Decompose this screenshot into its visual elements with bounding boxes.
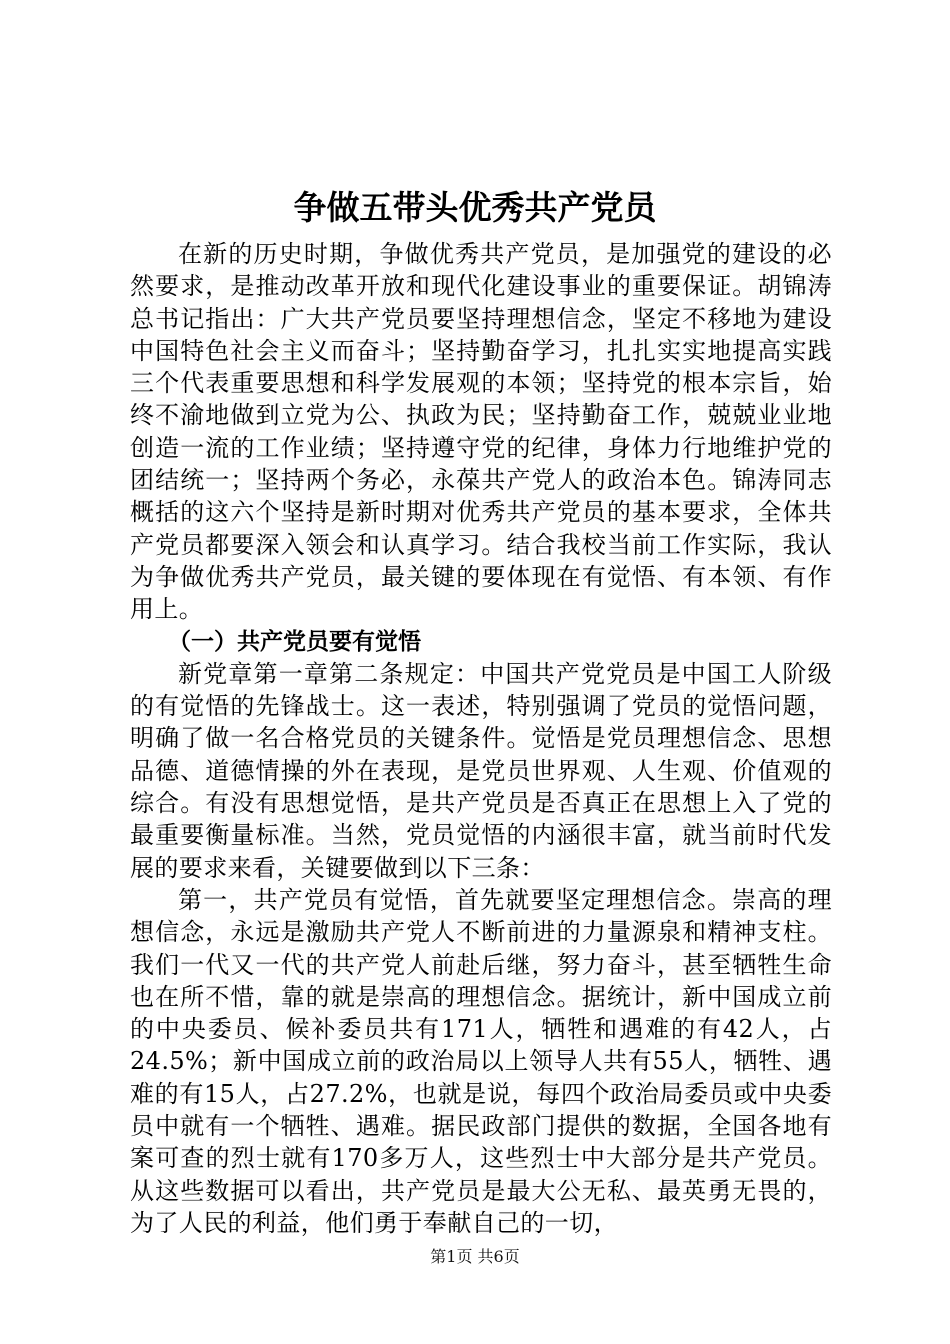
section-heading: （一）共产党员要有觉悟 [168,628,421,655]
intro-paragraph: 在新的历史时期，争做优秀共产党员，是加强党的建设的必然要求，是推动改革开放和现代化建设事业的重要保证。胡锦涛总书记指出：广大共产党员要坚持理想信念，坚定不移地为建设中国特色社会主义而奋斗；坚持勤奋学习，扎扎实实地提高实践三个代表重要思想和科学发展观的本领；坚持党的根本宗旨，始终不渝地做到立党为公、执政为民；坚持勤奋工作，兢兢业业地创造一流的工作业绩；坚持遵守党的纪律，身体力行地维护党的团结统一；坚持两个务必，永葆共产党人的政治本色。锦涛同志概括的这六个坚持是新时期对优秀共产党员的基本要求，全体共产党员都要深入领会和认真学习。结合我校当前工作实际，我认为争做优秀共产党员，最关键的要体现在有觉悟、有本领、有作用上。 [130,240,832,624]
document-body [130,238,832,1239]
document-title: 争做五带头优秀共产党员 [293,188,657,227]
section-paragraph-1: 新党章第一章第二条规定：中国共产党党员是中国工人阶级的有觉悟的先锋战士。这一表述，特别强调了党员的觉悟问题，明确了做一名合格党员的关键条件。觉悟是党员理想信念、思想品德、道德情操的外在表现，是党员世界观、人生观、价值观的综合。有没有思想觉悟，是共产党员是否真正在思想上入了党的最重要衡量标准。当然，党员觉悟的内涵很丰富，就当前时代发展的要求来看，关键要做到以下三条： [130,659,832,882]
page-footer: 第1页 共6页 [430,1247,520,1266]
section-paragraph-2: 第一，共产党员有觉悟，首先就要坚定理想信念。崇高的理想信念，永远是激励共产党人不断前进的力量源泉和精神支柱。我们一代又一代的共产党人前赴后继，努力奋斗，甚至牺牲生命也在所不惜，靠的就是崇高的理想信念。据统计，新中国成立前的中央委员、候补委员共有171人，牺牲和遇难的有42人，占24.5%；新中国成立前的政治局以上领导人共有55人，牺牲、遇难的有15人，占27.2%，也就是说，每四个政治局委员或中央委员中就有一个牺牲、遇难。据民政部门提供的数据，全国各地有案可查的烈士就有170多万人，这些烈士中大部分是共产党员。从这些数据可以看出，共产党员是最大公无私、最英勇无畏的，为了人民的利益，他们勇于奉献自己的一切， [130,885,832,1237]
